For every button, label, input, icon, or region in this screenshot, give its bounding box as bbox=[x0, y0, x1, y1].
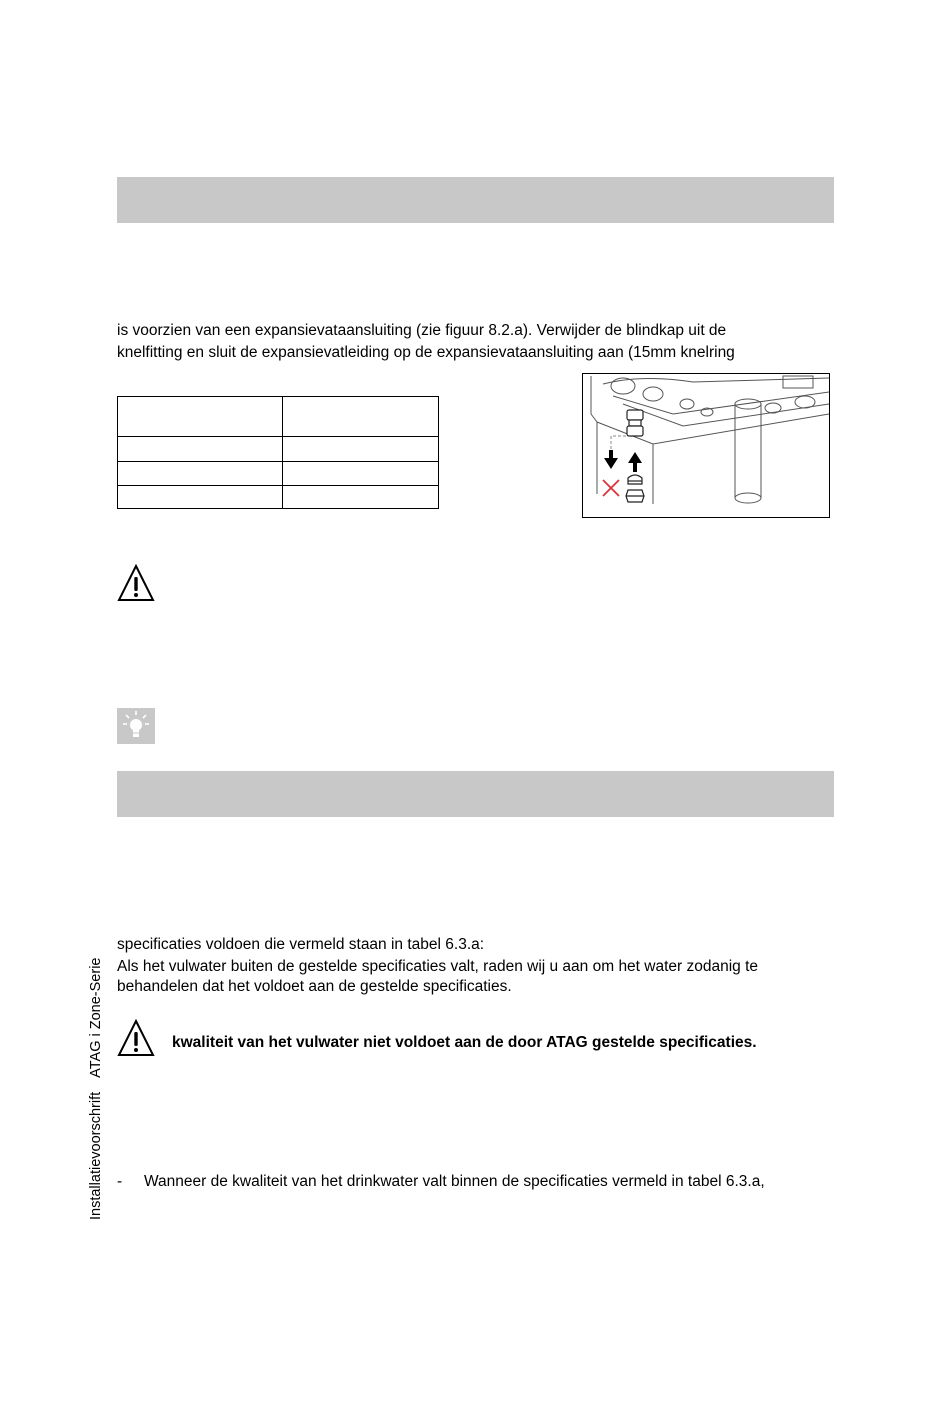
table-cell bbox=[118, 462, 283, 486]
section-header-band-2 bbox=[117, 771, 834, 817]
sidebar-doc-type: Installatievoorschrift bbox=[88, 1091, 104, 1220]
table-cell bbox=[118, 486, 283, 509]
table-cell bbox=[118, 437, 283, 462]
warning-triangle-icon bbox=[117, 1019, 155, 1057]
paragraph-line: knelfitting en sluit de expansievatleiding op de expansievataansluiting aan (15mm knelring bbox=[117, 344, 735, 361]
paragraph-line: Als het vulwater buiten de gestelde specificaties valt, raden wij u aan om het water zodanig te bbox=[117, 958, 759, 975]
section-header-band-1 bbox=[117, 177, 834, 223]
paragraph-line: specificaties voldoen die vermeld staan in tabel 6.3.a: bbox=[117, 936, 485, 953]
arrow-down-icon bbox=[604, 450, 618, 469]
valve-fitting-icon bbox=[627, 410, 643, 436]
sidebar-series: ATAG i Zone-Serie bbox=[88, 957, 104, 1078]
bullet-dash: - bbox=[117, 1173, 123, 1190]
paragraph-line: is voorzien van een expansievataansluiting (zie figuur 8.2.a). Verwijder de blindkap uit de bbox=[117, 322, 727, 339]
boiler-connection-drawing bbox=[583, 374, 829, 517]
red-cross-icon bbox=[603, 480, 619, 496]
nut-icon bbox=[626, 490, 644, 502]
expansion-vessel-connection-figure bbox=[582, 373, 830, 518]
paragraph-line: behandelen dat het voldoet aan de gestelde specificaties. bbox=[117, 978, 512, 995]
lightbulb-icon bbox=[117, 708, 155, 744]
dashed-guide-line bbox=[611, 436, 631, 450]
table-cell bbox=[283, 462, 439, 486]
table-cell bbox=[118, 397, 283, 437]
table-cell bbox=[283, 437, 439, 462]
bullet-text: Wanneer de kwaliteit van het drinkwater valt binnen de specificaties vermeld in tabel 6.3.a, bbox=[144, 1173, 765, 1190]
blind-cap-icon bbox=[628, 475, 642, 484]
table-cell bbox=[283, 397, 439, 437]
table-cell bbox=[283, 486, 439, 509]
sidebar-label bbox=[88, 944, 104, 1220]
arrow-up-icon bbox=[628, 452, 642, 472]
warning-triangle-icon bbox=[117, 564, 155, 602]
warning-text: kwaliteit van het vulwater niet voldoet aan de door ATAG gestelde specificaties. bbox=[172, 1034, 757, 1051]
expansion-vessel-table bbox=[117, 396, 439, 509]
